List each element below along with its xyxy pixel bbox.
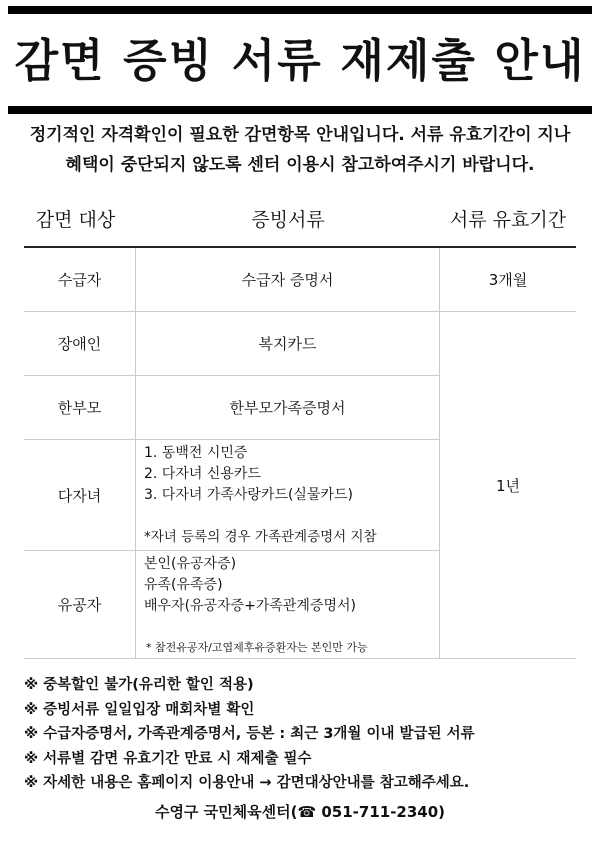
list-item: 1. 동백전 시민증 xyxy=(144,445,248,461)
note-item: ※ 증빙서류 일일입장 매회차별 확인 xyxy=(24,701,255,718)
list-item: 배우자(유공자증+가족관계증명서) xyxy=(144,598,356,614)
target-veteran: 유공자 xyxy=(57,596,102,614)
intro-text xyxy=(0,120,600,180)
target-disabled: 장애인 xyxy=(57,335,102,353)
doc-list-veteran xyxy=(144,554,356,617)
doc-recipient: 수급자 증명서 xyxy=(241,271,334,289)
list-item: 3. 다자녀 가족사랑카드(실물카드) xyxy=(144,487,353,503)
validity-recipient: 3개월 xyxy=(488,271,528,289)
target-multi-child: 다자녀 xyxy=(57,486,102,505)
note-item: ※ 중복할인 불가(유리한 할인 적용) xyxy=(24,677,254,693)
footer-contact: 수영구 국민체육센터(☎ 051-711-2340) xyxy=(154,803,446,821)
intro-line-1: 정기적인 자격확인이 필요한 감면항목 안내입니다. 서류 유효기간이 지나 xyxy=(29,125,571,145)
top-border xyxy=(8,6,592,14)
note-multi-child: *자녀 등록의 경우 가족관계증명서 지참 xyxy=(144,529,377,545)
note-veteran: * 참전유공자/고엽제후유증환자는 본인만 가능 xyxy=(146,641,368,654)
note-item: ※ 수급자증명서, 가족관계증명서, 등본 : 최근 3개월 이내 발급된 서류 xyxy=(24,726,475,742)
intro-line-2: 혜택이 중단되지 않도록 센터 이용시 참고하여주시기 바랍니다. xyxy=(65,155,535,175)
list-item: 2. 다자녀 신용카드 xyxy=(144,466,261,482)
header-documents: 증빙서류 xyxy=(251,209,325,231)
table-bottom-border xyxy=(24,658,576,659)
doc-disabled: 복지카드 xyxy=(258,335,317,353)
notes-list xyxy=(24,673,475,796)
doc-list-multi-child xyxy=(144,443,353,506)
target-single-parent: 한부모 xyxy=(57,399,102,417)
validity-others: 1년 xyxy=(495,476,521,495)
list-item: 본인(유공자증) xyxy=(144,556,237,572)
note-item: ※ 자세한 내용은 홈페이지 이용안내 → 감면대상안내를 참고해주세요. xyxy=(24,775,470,791)
page-title: 감면 증빙 서류 재제출 안내 xyxy=(14,34,586,87)
header-target: 감면 대상 xyxy=(35,209,116,231)
header-validity: 서류 유효기간 xyxy=(449,209,567,231)
doc-single-parent: 한부모가족증명서 xyxy=(229,399,346,417)
note-item: ※ 서류별 감면 유효기간 만료 시 재제출 필수 xyxy=(24,750,312,767)
list-item: 유족(유족증) xyxy=(144,577,223,593)
target-recipient: 수급자 xyxy=(57,271,102,289)
title-underline xyxy=(8,106,592,114)
